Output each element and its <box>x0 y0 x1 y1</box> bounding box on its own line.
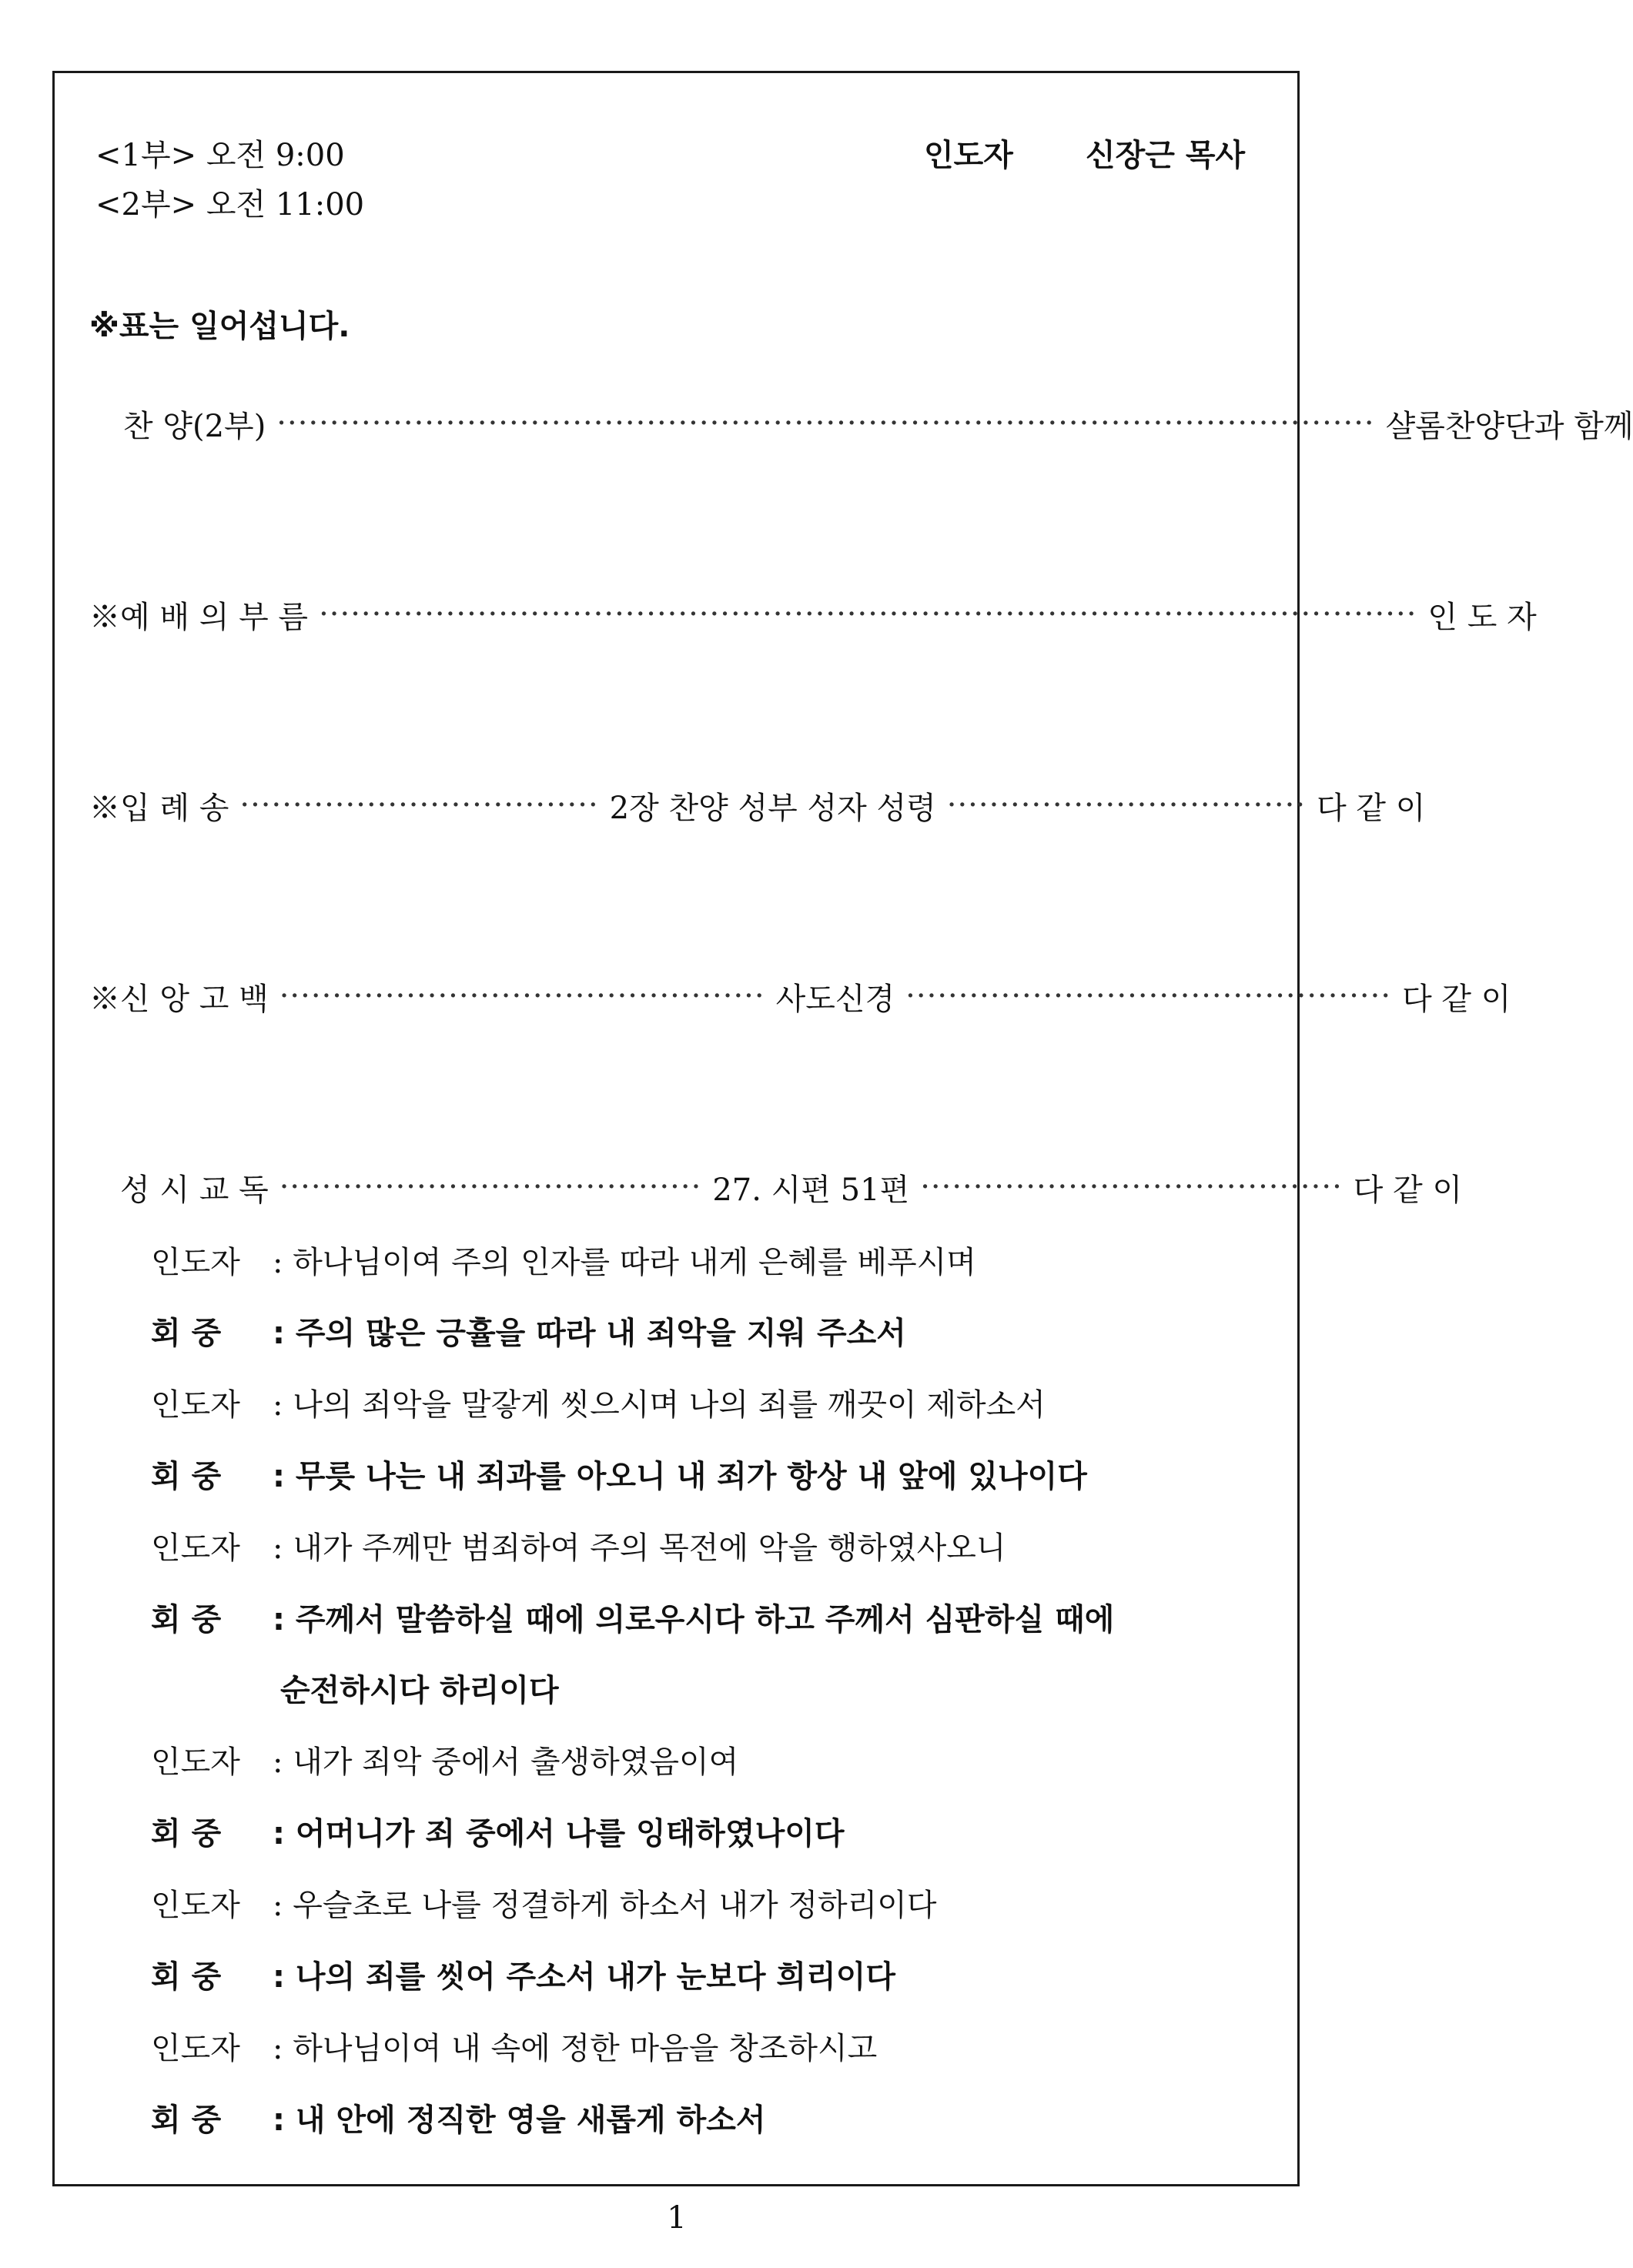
reading-line-continuation <box>280 1666 559 1710</box>
dot-leader: ········································································································ <box>276 406 1375 441</box>
page-number: 1 <box>667 2200 687 2236</box>
service-time-2: <2부> 오전 11:00 <box>95 187 365 222</box>
order-item-performer: 다 같 이 <box>1353 1172 1463 1208</box>
reading-text: : 주의 많은 긍휼을 따라 내 죄악을 지워 주소서 <box>273 1316 906 1351</box>
order-item-responsive-reading <box>89 1164 1463 1210</box>
leader-name: 신장근 목사 <box>1086 138 1246 173</box>
order-item-performer: 샬롬찬양단과 함께 <box>1385 408 1633 444</box>
reading-text: : 무릇 나는 내 죄과를 아오니 내 죄가 항상 내 앞에 있나이다 <box>273 1459 1087 1494</box>
reading-text: : 주께서 말씀하실 때에 의로우시다 하고 주께서 심판하실 때에 <box>273 1602 1115 1637</box>
order-item-call-to-worship <box>89 591 1537 637</box>
reading-text: : 어머니가 죄 중에서 나를 잉태하였나이다 <box>273 1816 845 1852</box>
order-item-performer: 다 같 이 <box>1402 981 1511 1017</box>
reading-line-congregation <box>151 2096 766 2139</box>
reading-speaker: 회 중 <box>151 1316 222 1351</box>
order-item-performer: 인 도 자 <box>1427 599 1537 635</box>
reading-speaker: 인도자 <box>151 1744 240 1780</box>
reading-line-leader <box>151 1238 976 1282</box>
reading-text: : 나의 죄를 씻어 주소서 내가 눈보다 희리이다 <box>273 1959 895 1995</box>
reading-speaker: 회 중 <box>151 1959 222 1995</box>
reading-speaker: 인도자 <box>151 1387 240 1423</box>
order-item-label: ※예 배 의 부 름 <box>89 599 309 635</box>
dot-leader: ·············································· <box>279 978 765 1014</box>
reading-line-congregation <box>151 1452 1087 1496</box>
reading-text: : 나의 죄악을 말갛게 씻으시며 나의 죄를 깨끗이 제하소서 <box>273 1387 1046 1423</box>
reading-text: : 내가 죄악 중에서 출생하였음이여 <box>273 1744 739 1780</box>
reading-line-leader <box>151 1738 738 1781</box>
order-item-label: 찬 양(2부) <box>123 408 266 444</box>
dot-leader: ········································ <box>920 1169 1343 1205</box>
order-item-content: 2장 찬양 성부 성자 성령 <box>609 790 936 826</box>
reading-line-leader <box>151 2024 877 2068</box>
reading-line-congregation <box>151 1595 1114 1639</box>
order-item-creed <box>89 973 1511 1019</box>
reading-line-congregation <box>151 1309 906 1353</box>
order-item-label: 성 시 교 독 <box>120 1172 269 1208</box>
reading-line-leader <box>151 1524 1006 1567</box>
reading-text: 순전하시다 하리이다 <box>280 1673 559 1708</box>
dot-leader: ·································· <box>946 788 1307 823</box>
order-item-label: ※입 례 송 <box>89 790 229 826</box>
service-time-1: <1부> 오전 9:00 <box>95 138 345 173</box>
reading-speaker: 인도자 <box>151 1530 240 1566</box>
reading-speaker: 회 중 <box>151 1816 222 1852</box>
order-item-content: 사도신경 <box>775 981 895 1017</box>
reading-text: : 내 안에 정직한 영을 새롭게 하소서 <box>273 2102 766 2138</box>
reading-line-congregation <box>151 1952 895 1996</box>
reading-line-leader <box>151 1881 937 1925</box>
reading-speaker: 회 중 <box>151 1459 222 1494</box>
order-item-hymn <box>89 400 1633 447</box>
page-frame <box>52 71 1300 2186</box>
dot-leader: ········································ <box>279 1169 702 1205</box>
standing-note: ※표는 일어섭니다. <box>89 309 350 344</box>
reading-speaker: 인도자 <box>151 1888 240 1923</box>
reading-speaker: 인도자 <box>151 1245 240 1280</box>
reading-speaker: 회 중 <box>151 2102 222 2138</box>
leader-label: 인도자 <box>924 138 1013 173</box>
order-item-introit <box>89 782 1426 828</box>
reading-speaker: 인도자 <box>151 2031 240 2066</box>
order-item-content: 27. 시편 51편 <box>712 1172 910 1208</box>
reading-line-leader <box>151 1380 1046 1424</box>
order-item-performer: 다 같 이 <box>1317 790 1426 826</box>
reading-text: : 내가 주께만 범죄하여 주의 목전에 악을 행하였사오니 <box>273 1530 1006 1566</box>
dot-leader: ········································································································ <box>319 597 1417 632</box>
reading-speaker: 회 중 <box>151 1602 222 1637</box>
order-item-label: ※신 앙 고 백 <box>89 981 269 1017</box>
reading-text: : 하나님이여 내 속에 정한 마음을 창조하시고 <box>273 2031 878 2066</box>
reading-text: : 하나님이여 주의 인자를 따라 내게 은혜를 베푸시며 <box>273 1245 976 1280</box>
dot-leader: ·································· <box>239 788 599 823</box>
reading-text: : 우슬초로 나를 정결하게 하소서 내가 정하리이다 <box>273 1888 937 1923</box>
reading-line-congregation <box>151 1809 845 1853</box>
dot-leader: ·············································· <box>905 978 1392 1014</box>
